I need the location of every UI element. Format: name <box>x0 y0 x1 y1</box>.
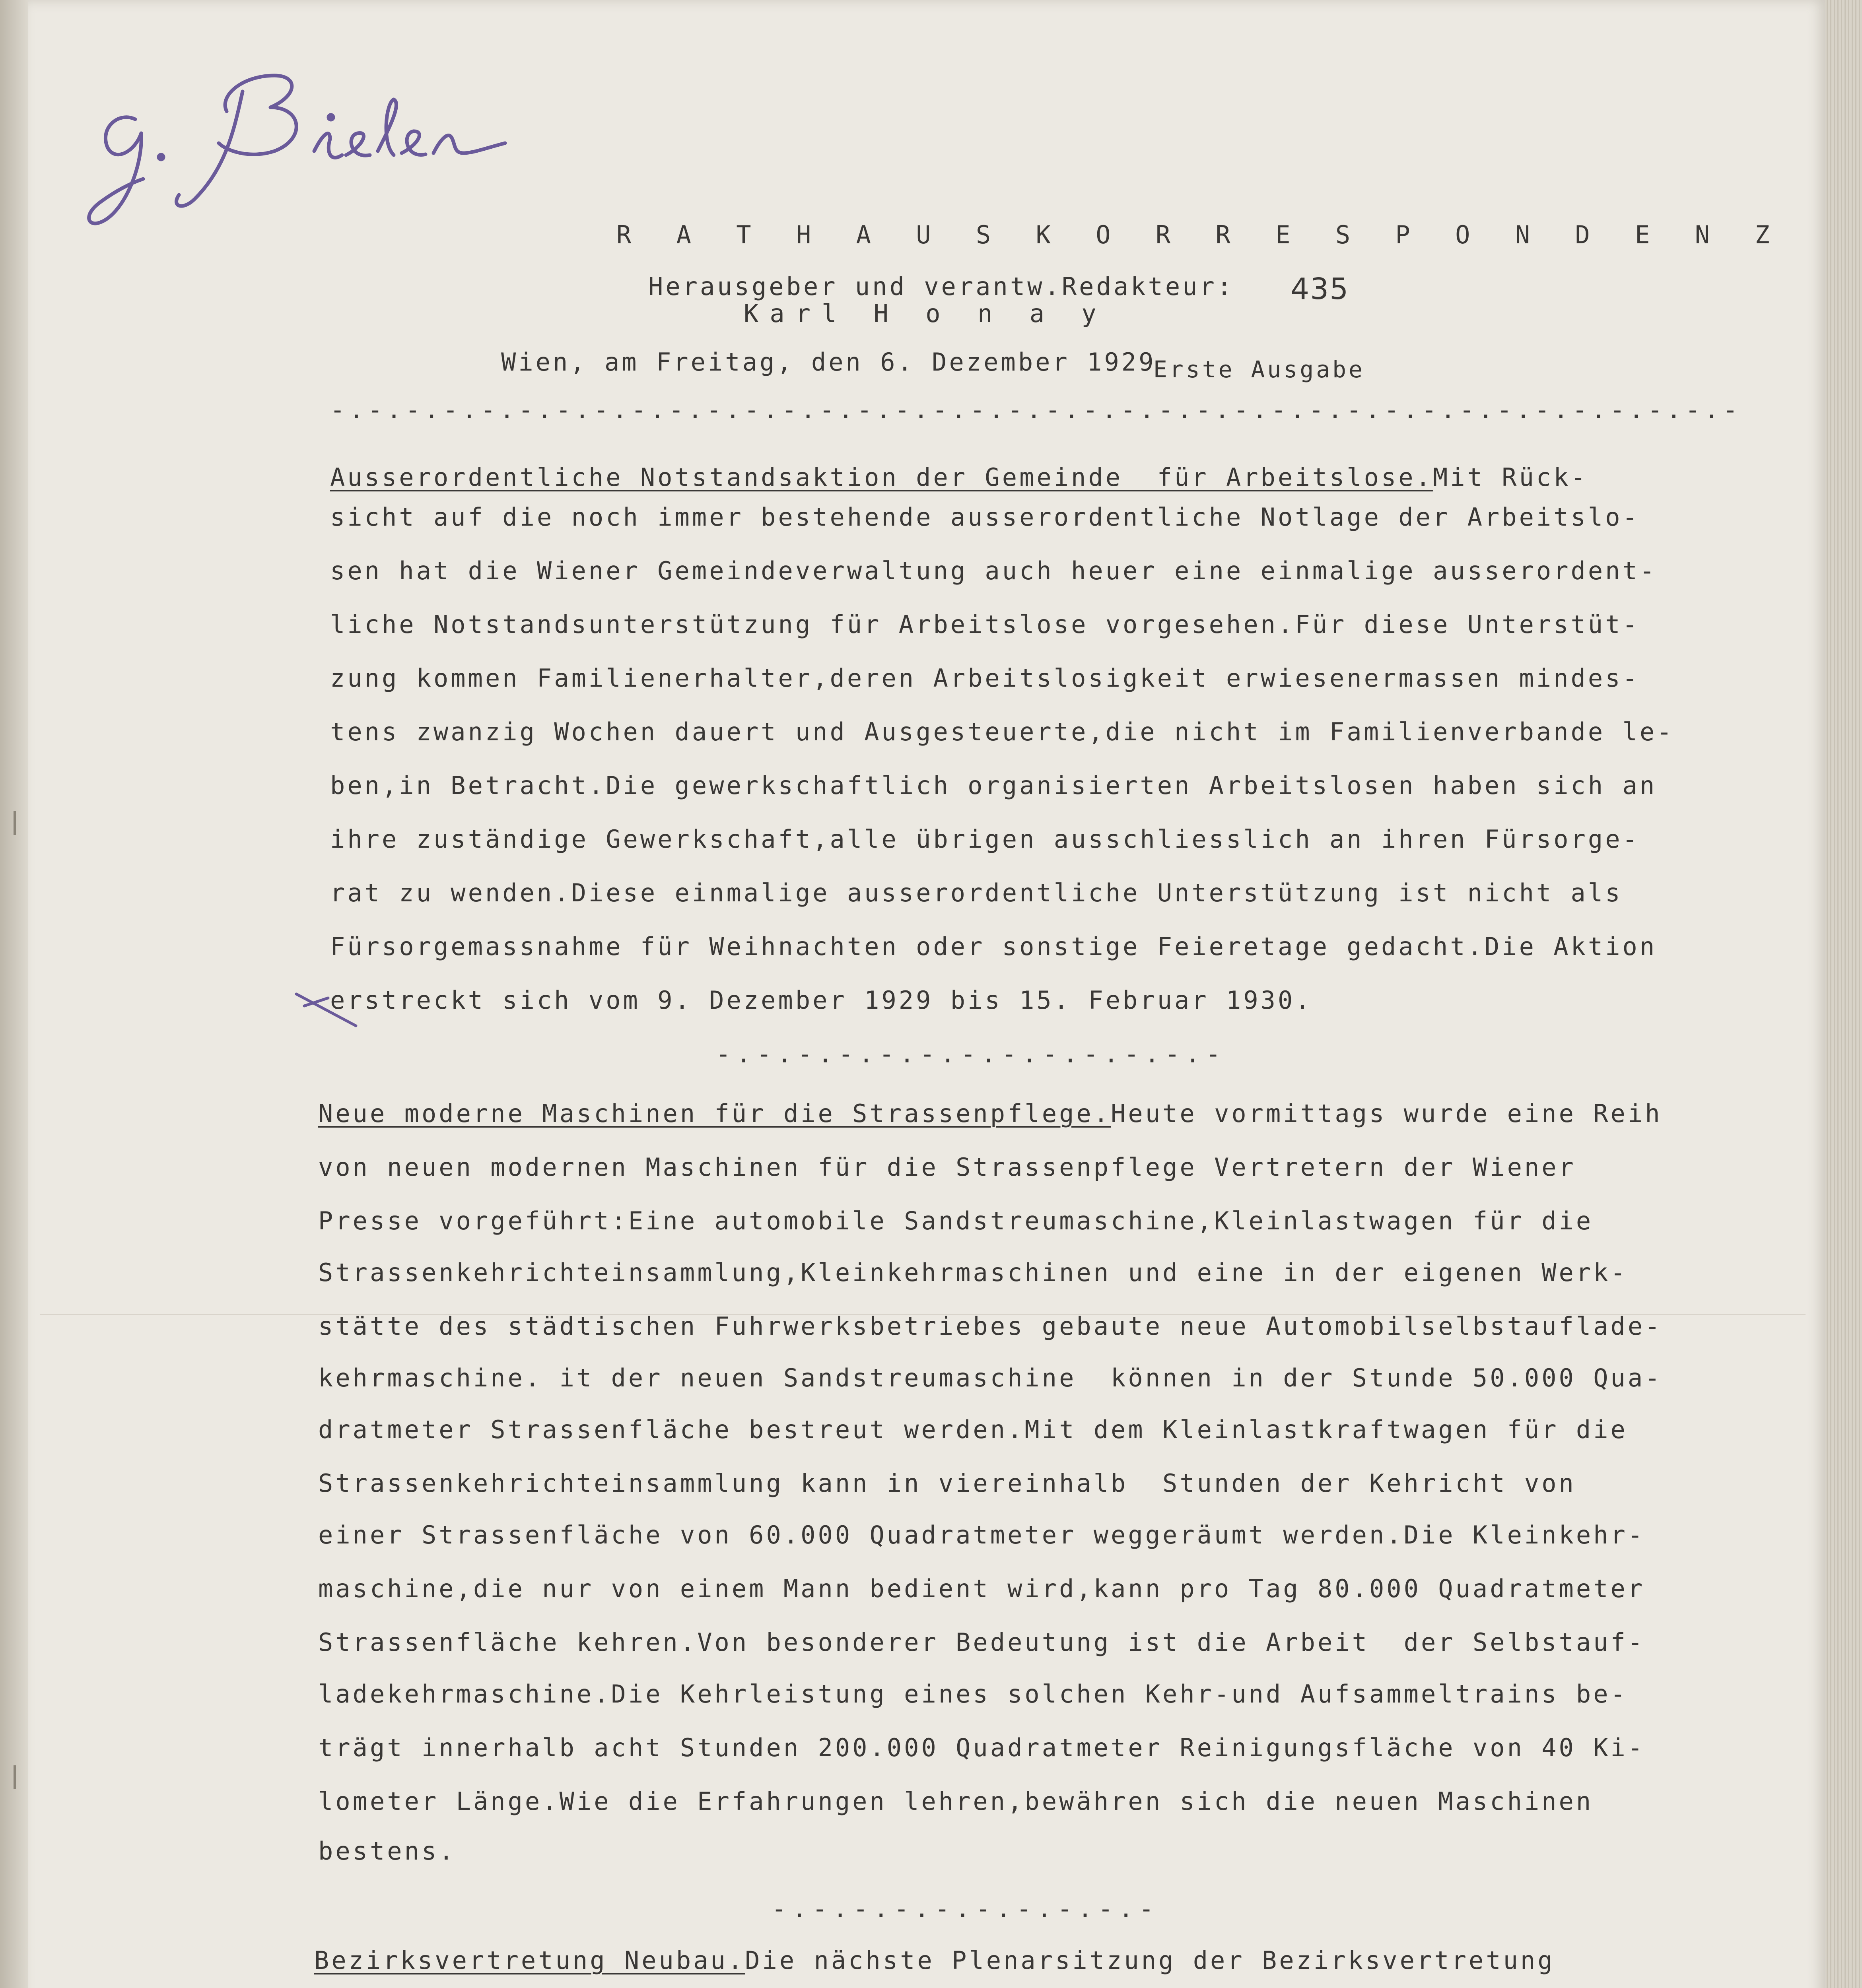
article-2-line: ladekehrmaschine.Die Kehrleistung eines solchen Kehr-und Aufsammeltrains be- <box>318 1679 1628 1708</box>
article-2-line: kehrmaschine. it der neuen Sandstreumaschine können in der Stunde 50.000 Qua- <box>318 1363 1662 1392</box>
article-1-line: sicht auf die noch immer bestehende ausserordentliche Notlage der Arbeitslo- <box>330 503 1640 532</box>
article-1-title: Ausserordentliche Notstandsaktion der Gemeinde für Arbeitslose. <box>330 463 1433 492</box>
article-1-line: Fürsorgemassnahme für Weihnachten oder sonstige Feieretage gedacht.Die Aktion <box>330 932 1657 961</box>
article-2-line: dratmeter Strassenfläche bestreut werden.Mit dem Kleinlastkraftwagen für die <box>318 1415 1628 1444</box>
spine-mark <box>14 1765 16 1789</box>
publisher-line: Herausgeber und verantw.Redakteur: <box>648 272 1234 301</box>
article-2-line: Strassenkehrichteinsammlung kann in viereinhalb Stunden der Kehricht von <box>318 1469 1576 1498</box>
article-1-line: tens zwanzig Wochen dauert und Ausgesteuerte,die nicht im Familienverbande le- <box>330 717 1674 746</box>
article-2-line: stätte des städtischen Fuhrwerksbetriebes gebaute neue Automobilselbstauflade- <box>318 1312 1662 1341</box>
article-1-line: sen hat die Wiener Gemeindeverwaltung auch heuer eine einmalige ausserordent- <box>330 556 1657 585</box>
article-2-line: Strassenkehrichteinsammlung,Kleinkehrmaschinen und eine in der eigenen Werk- <box>318 1258 1628 1287</box>
article-1-line: erstreckt sich vom 9. Dezember 1929 bis 15. Februar 1930. <box>330 986 1312 1015</box>
masthead: R A T H A U S K O R R E S P O N D E N Z <box>616 220 1785 249</box>
article-2-title: Neue moderne Maschinen für die Strassenpflege. <box>318 1099 1111 1128</box>
page-binding-edge <box>0 0 32 1988</box>
article-3-title: Bezirksvertretung Neubau. <box>314 1946 745 1975</box>
violet-tick-mark <box>292 986 360 1034</box>
header-rule: -.-.-.-.-.-.-.-.-.-.-.-.-.-.-.-.-.-.-.-.-.-.-.-.-.-.-.-.-.-.-.-.-.-.-.-.-.- <box>330 395 1742 424</box>
article-2-line: Strassenfläche kehren.Von besonderer Bedeutung ist die Arbeit der Selbstauf- <box>318 1628 1645 1657</box>
article-2-line: Presse vorgeführt:Eine automobile Sandstreumaschine,Kleinlastwagen für die <box>318 1206 1594 1235</box>
article-1-line: ihre zuständige Gewerkschaft,alle übrigen ausschliesslich an ihren Fürsorge- <box>330 825 1640 854</box>
article-2-line: maschine,die nur von einem Mann bedient wird,kann pro Tag 80.000 Quadratmeter <box>318 1574 1645 1603</box>
article-1-line: zung kommen Familienerhalter,deren Arbeitslosigkeit erwiesenermassen mindes- <box>330 664 1640 693</box>
editor-name: Karl H o n a y <box>744 299 1108 328</box>
separator: -.-.-.-.-.-.-.-.-.- <box>772 1894 1160 1923</box>
article-2-line: bestens. <box>318 1837 456 1866</box>
article-3-first-line: Bezirksvertretung Neubau.Die nächste Plenarsitzung der Bezirksvertretung <box>314 1946 1555 1975</box>
article-2-line: lometer Länge.Wie die Erfahrungen lehren,bewähren sich die neuen Maschinen <box>318 1787 1594 1816</box>
dateline: Wien, am Freitag, den 6. Dezember 1929 <box>501 348 1156 377</box>
article-2-line: einer Strassenfläche von 60.000 Quadratmeter weggeräumt werden.Die Kleinkehr- <box>318 1520 1645 1549</box>
article-1-line: rat zu wenden.Diese einmalige ausserordentliche Unterstützung ist nicht als <box>330 878 1623 907</box>
issue-number: 435 <box>1291 272 1349 306</box>
article-2-line: von neuen modernen Maschinen für die Strassenpflege Vertretern der Wiener <box>318 1153 1576 1182</box>
article-1-line: ben,in Betracht.Die gewerkschaftlich organisierten Arbeitslosen haben sich an <box>330 771 1657 800</box>
spine-mark <box>14 811 16 835</box>
handwritten-signature <box>76 48 561 239</box>
article-1-line: liche Notstandsunterstützung für Arbeitslose vorgesehen.Für diese Unterstüt- <box>330 610 1640 639</box>
article-2-line: trägt innerhalb acht Stunden 200.000 Quadratmeter Reinigungsfläche von 40 Ki- <box>318 1733 1645 1762</box>
article-2-first-line: Neue moderne Maschinen für die Strassenpflege.Heute vormittags wurde eine Reih <box>318 1099 1662 1128</box>
page-fold-line <box>40 1314 1806 1315</box>
article-1-first-line: Ausserordentliche Notstandsaktion der Gemeinde für Arbeitslose.Mit Rück- <box>330 463 1588 492</box>
edition-label: Erste Ausgabe <box>1153 356 1365 383</box>
separator: -.-.-.-.-.-.-.-.-.-.-.-.- <box>716 1039 1226 1068</box>
